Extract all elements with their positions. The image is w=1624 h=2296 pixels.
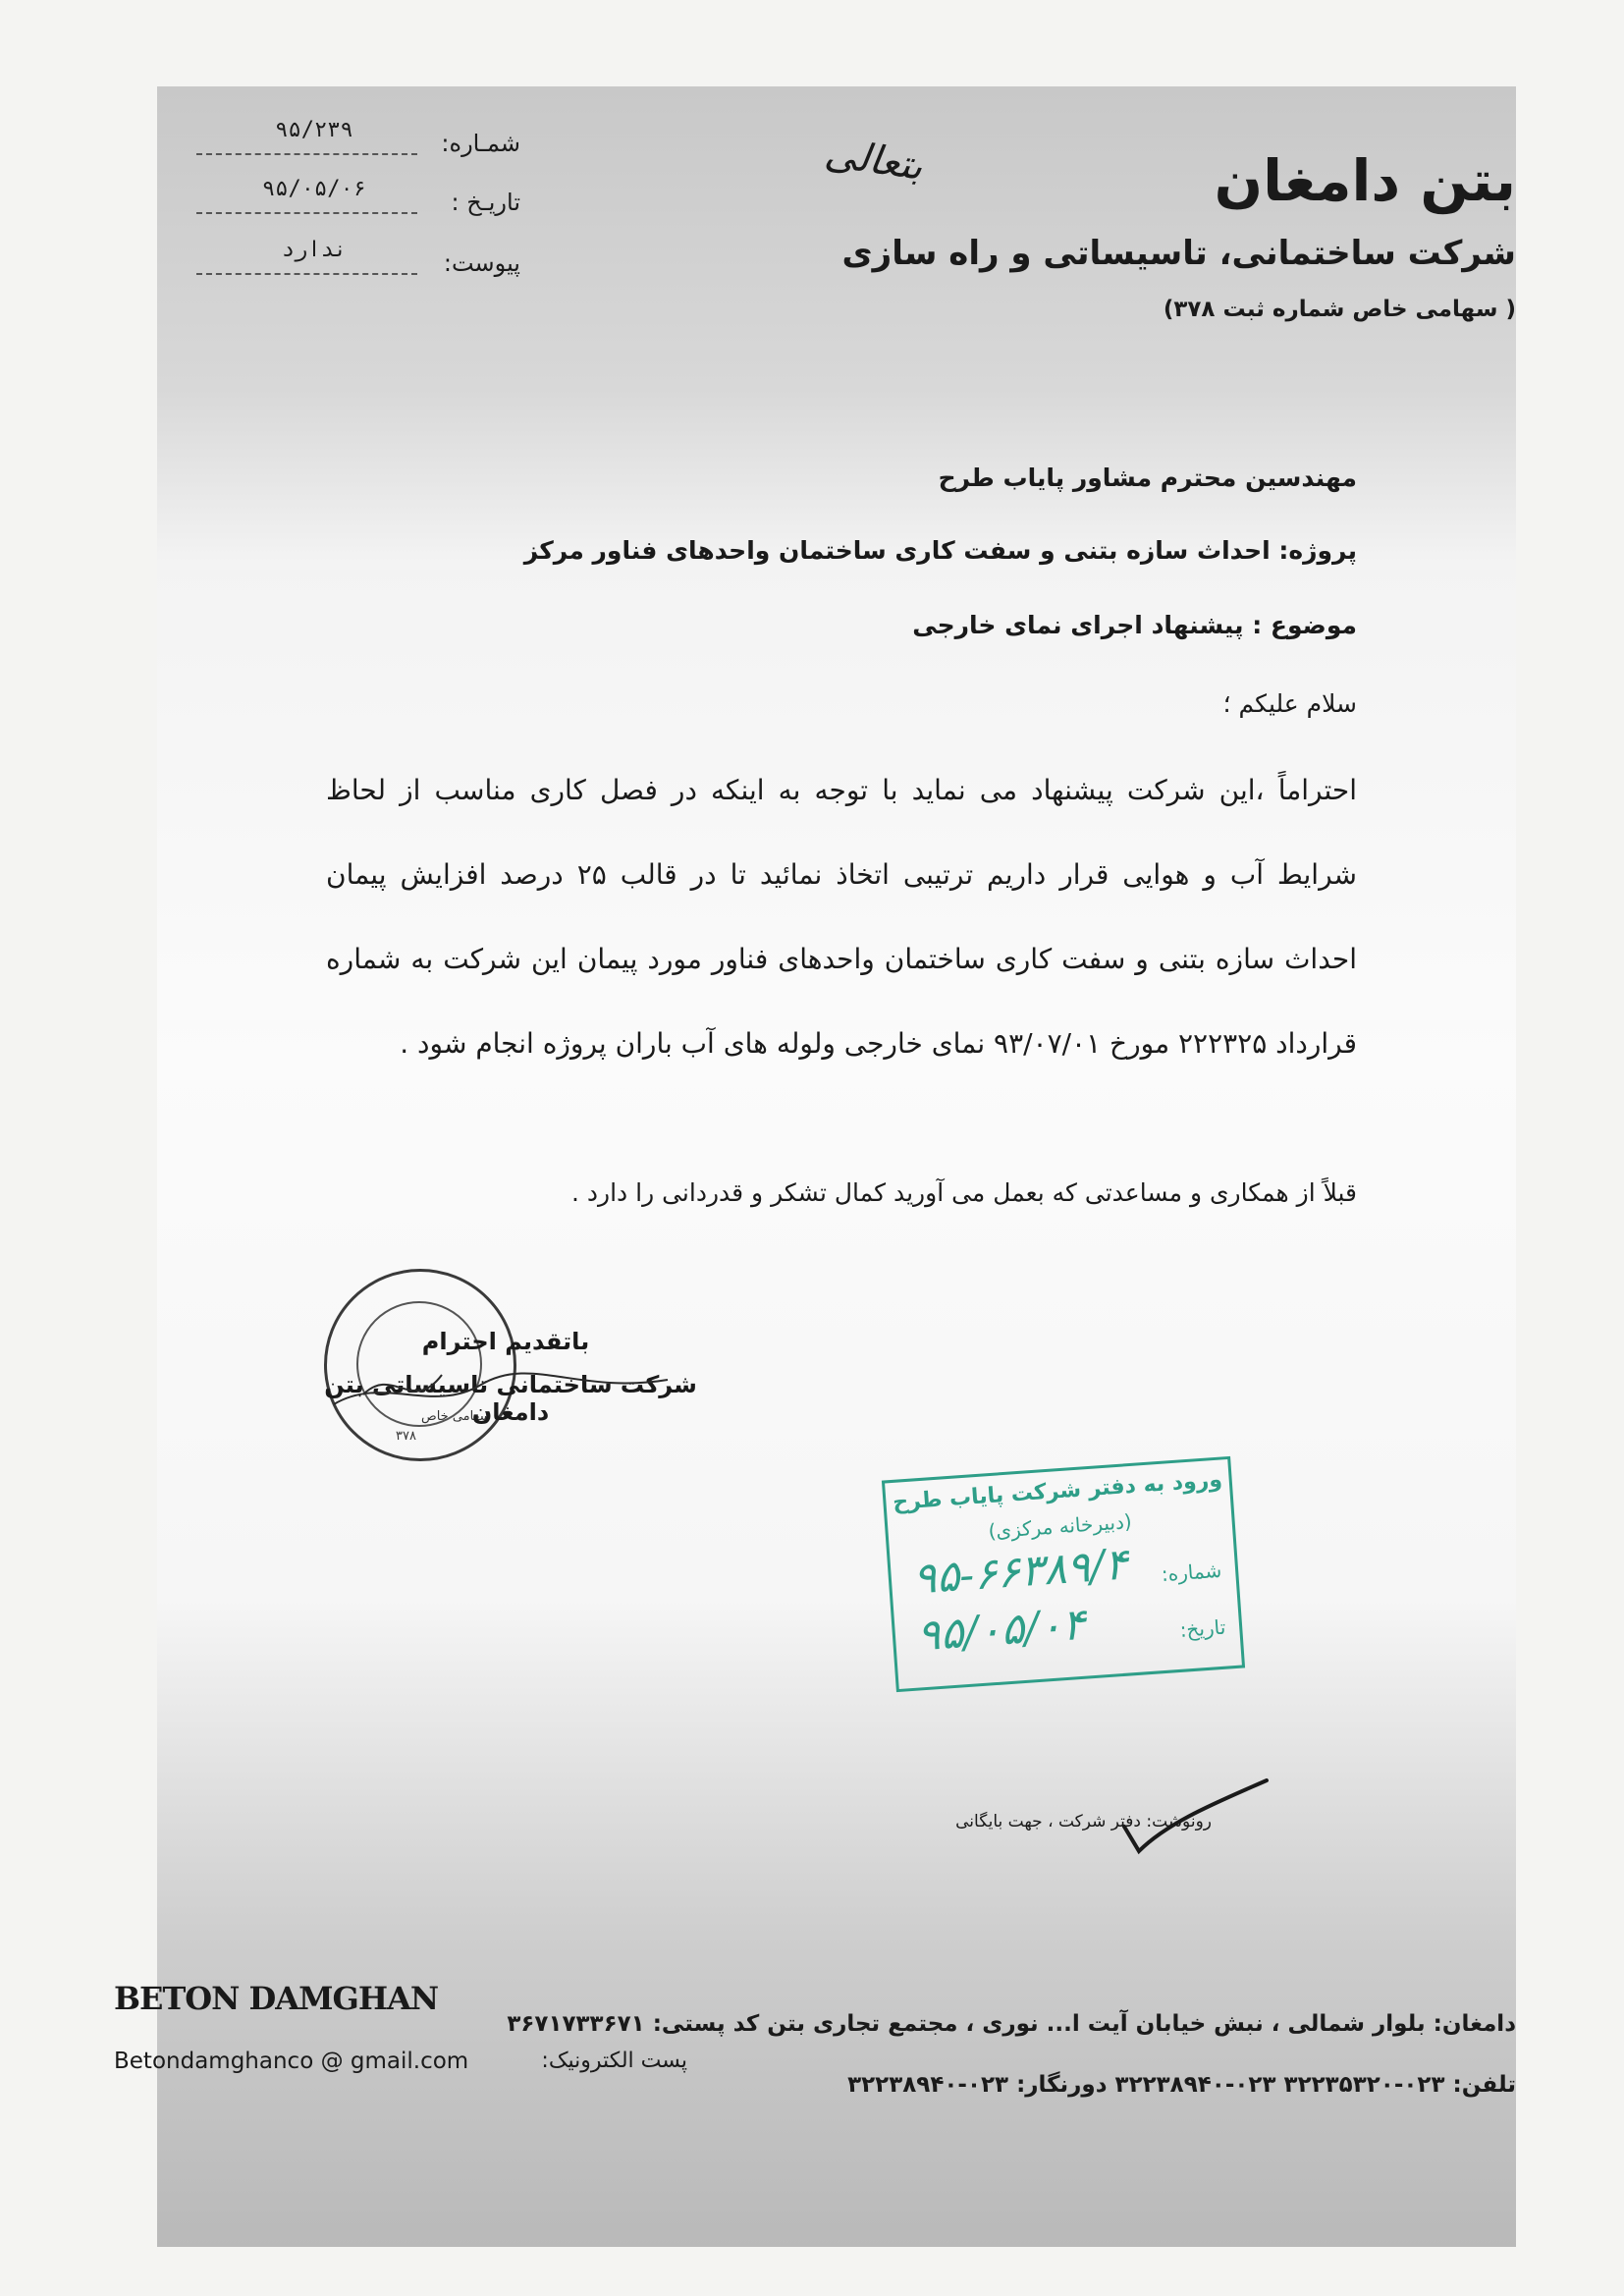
footer-phones: تلفن: ۰۲۳-۳۲۲۳۵۳۲۰ ۰۲۳-۳۲۲۳۸۹۴۰ دورنگار: ۰۲۳-۳۲۲۳۸۹۴۰ (847, 2072, 1516, 2098)
entry-stamp-date-label: تاریخ: (1178, 1614, 1226, 1642)
project-line: پروژه: احداث سازه بتنی و سفت کاری ساختمان واحدهای فناور مرکز (523, 536, 1357, 565)
footer-email: Betondamghanco @ gmail.com (114, 2049, 469, 2074)
signature-closing: باتقدیم احترام (421, 1328, 590, 1355)
meta-number-label: شمـاره: (441, 130, 520, 157)
entry-stamp-title: ورود به دفتر شرکت پایاب طرح (892, 1467, 1223, 1515)
meta-date-label: تاریـخ : (451, 189, 520, 216)
meta-number (196, 118, 520, 163)
dotted-line (196, 212, 417, 214)
entry-stamp-number-label: شماره: (1161, 1558, 1222, 1586)
company-registration: ( سهامی خاص شماره ثبت ۳۷۸) (1163, 297, 1516, 322)
cc-line: رونوشت: دفتر شرکت ، جهت بایگانی (955, 1812, 1212, 1831)
meta-attachment-label: پیوست: (443, 249, 520, 277)
meta-attachment-value: ندارد (281, 238, 348, 262)
recipient-line: مهندسین محترم مشاور پایاب طرح (938, 464, 1357, 492)
company-subtitle: شرکت ساختمانی، تاسیساتی و راه سازی (841, 234, 1516, 273)
meta-date-value: ۹۵/۰۵/۰۶ (262, 177, 366, 201)
company-name: بتن دامغان (1214, 147, 1516, 214)
seal-text: سهامی خاص (421, 1409, 491, 1424)
meta-date (196, 177, 520, 222)
footer-address: دامغان: بلوار شمالی ، نبش خیابان آیت ا... نوری ، مجتمع تجاری بتن کد پستی: ۳۶۷۱۷۳۳۶۷۱ (507, 2011, 1516, 2037)
meta-attachment (196, 238, 520, 283)
subject-line: موضوع : پیشنهاد اجرای نمای خارجی (912, 611, 1357, 639)
entry-stamp-subtitle: (دبیرخانه مرکزی) (987, 1509, 1133, 1544)
entry-stamp-date-value: ۹۵/۰۵/۰۴ (915, 1599, 1087, 1662)
seal-number: ۳۷۸ (396, 1429, 416, 1444)
signature-company: شرکت ساختمانی تاسیساتی بتن دامغان (324, 1371, 697, 1426)
footer-email-label: پست الکترونیک: (541, 2049, 687, 2073)
invocation-text: بتعالی (822, 131, 926, 190)
dotted-line (196, 273, 417, 275)
entry-stamp (882, 1456, 1245, 1692)
footer-brand: BETON DAMGHAN (114, 1980, 439, 2017)
letter-paragraph: احتراماً ،این شرکت پیشنهاد می نماید با توجه به اینکه در فصل کاری مناسب از لحاظ شرایط آب و هوایی قرار داریم ترتیبی اتخاذ نمائید تا در قالب ۲۵ درصد افزایش پیمان احداث سازه بتنی و سفت کاری ساختمان واحدهای فناور مورد پیمان این شرکت به شماره قرارداد ۲۲۲۳۲۵ مورخ ۹۳/۰۷/۰۱ نمای خارجی ولوله های آب باران پروژه انجام شود . (326, 774, 1357, 1060)
meta-number-value: ۹۵/۲۳۹ (275, 118, 353, 142)
signature-scribble (324, 1355, 677, 1424)
thanks-line: قبلاً از همکاری و مساعدتی که بعمل می آورید کمال تشکر و قدردانی را دارد . (571, 1178, 1357, 1207)
letter-sheet (157, 86, 1516, 2247)
greeting-line: سلام علیکم ؛ (1222, 689, 1357, 718)
dotted-line (196, 153, 417, 155)
entry-stamp-number-value: ۹۵-۶۶۳۸۹/۴ (911, 1539, 1130, 1605)
